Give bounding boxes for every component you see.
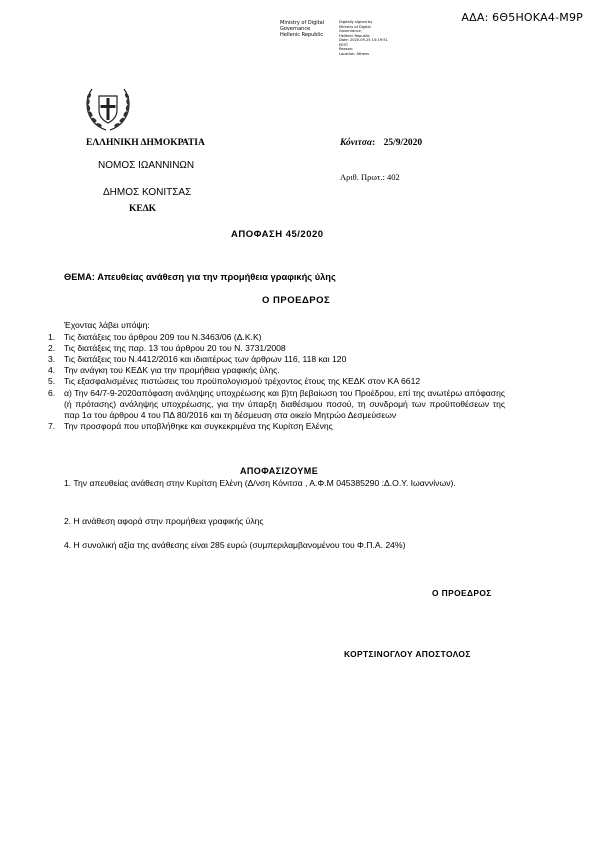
municipality-heading: ΔΗΜΟΣ ΚΟΝΙΤΣΑΣ xyxy=(103,187,192,198)
intro-text: Έχοντας λάβει υπόψη: xyxy=(64,320,150,330)
list-item: 7. Την προσφορά που υποβλήθηκε και συγκεκριμένα της Κυρίτση Ελένης xyxy=(48,421,333,431)
decide-heading: ΑΠΟΦΑΣΙΖΟΥΜΕ xyxy=(240,466,319,476)
list-item: 4. Την ανάγκη του ΚΕΔΚ για την προμήθεια γραφικής ύλης. xyxy=(48,365,280,375)
ada-code: ΑΔΑ: 6Θ5ΗΟΚΑ4-Μ9Ρ xyxy=(461,11,583,24)
decision-item-2: 2. Η ανάθεση αφορά στην προμήθεια γραφικής ύλης xyxy=(64,516,264,526)
signature-right-line: Digitally signed by xyxy=(339,20,373,24)
decision-title: ΑΠΟΦΑΣΗ 45/2020 xyxy=(231,229,324,240)
decision-item-3: 4. Η συνολική αξία της ανάθεσης είναι 285 ευρώ (συμπεριλαμβανομένου του Φ.Π.Α. 24%) xyxy=(64,540,406,550)
coat-of-arms-icon xyxy=(82,86,134,132)
decision-item-1: 1. Την απευθείας ανάθεση στην Κυρίτση Ελένη (Δ/νση Κόνιτσα , Α.Φ.Μ 045385290 :Δ.Ο.Υ. Ιωαννίνων). xyxy=(64,478,456,488)
republic-heading: ΕΛΛΗΝΙΚΗ ΔΗΜΟΚΡΑΤΙΑ xyxy=(86,138,205,148)
date-value: 25/9/2020 xyxy=(383,138,423,148)
president-heading: Ο ΠΡΟΕΔΡΟΣ xyxy=(262,295,331,306)
signature-right-line: Governance, xyxy=(339,29,362,33)
list-item: 2. Τις διατάξεις της παρ. 13 του άρθρου 20 του Ν. 3731/2008 xyxy=(48,343,286,353)
signer-title: Ο ΠΡΟΕΔΡΟΣ xyxy=(432,588,492,598)
subject-line: ΘΕΜΑ: Απευθείας ανάθεση για την προμήθεια γραφικής ύλης xyxy=(64,272,336,282)
signature-right-line: Date: 2020.09.25 10:19:51 xyxy=(339,38,388,42)
unit-heading: ΚΕΔΚ xyxy=(129,204,157,214)
signature-right-line: Hellenic Republic xyxy=(339,33,370,38)
place-label: Κόνιτσα xyxy=(340,138,373,148)
signature-left-line: Governance xyxy=(280,26,311,32)
place-colon: : xyxy=(372,138,376,148)
signature-left-line: Hellenic Republic xyxy=(280,32,323,38)
list-item: 3. Τις διατάξεις του Ν.4412/2016 και ιδιαιτέρως των άρθρων 116, 118 και 120 xyxy=(48,354,347,364)
signature-right-line: Reason: xyxy=(339,47,354,51)
signature-left-line: Ministry of Digital xyxy=(280,20,325,26)
list-item: 1. Τις διατάξεις του άρθρου 209 του Ν.3463/06 (Δ.Κ.Κ) xyxy=(48,332,262,342)
protocol-number: Αριθ. Πρωτ.: 402 xyxy=(340,172,400,182)
list-item: 6. α) Την 64/7-9-2020απόφαση ανάληψης υποχρέωσης και β)τη βεβαίωση του Προέδρου, επί της ανωτέρω απόφασης (ή πρότασης) ανάληψης υποχρέωσης, για την ύπαρξη διαθέσιμου ποσού, τη συνδρομή των προϋποθέσεων της παρ 1α του άρθρου 4 του ΠΔ 80/2016 και τη δέσμευση στα οικείο Μητρώο Δεσμεύσεων xyxy=(48,388,505,420)
list-item: 5. Τις εξασφαλισμένες πιστώσεις του προϋπολογισμού τρέχοντος έτους της ΚΕΔΚ στον ΚΑ 6612 xyxy=(48,376,421,386)
prefecture-heading: ΝΟΜΟΣ ΙΩΑΝΝΙΝΩΝ xyxy=(98,160,195,171)
signature-right-line: EEST xyxy=(339,42,349,47)
signature-right-line: Location: Athens xyxy=(339,51,369,56)
signature-right-line: Ministry of Digital xyxy=(339,24,371,29)
signer-name: ΚΟΡΤΣΙΝΟΓΛΟΥ ΑΠΟΣΤΟΛΟΣ xyxy=(344,649,471,659)
considerations-list xyxy=(48,332,505,432)
place-date xyxy=(340,138,422,148)
